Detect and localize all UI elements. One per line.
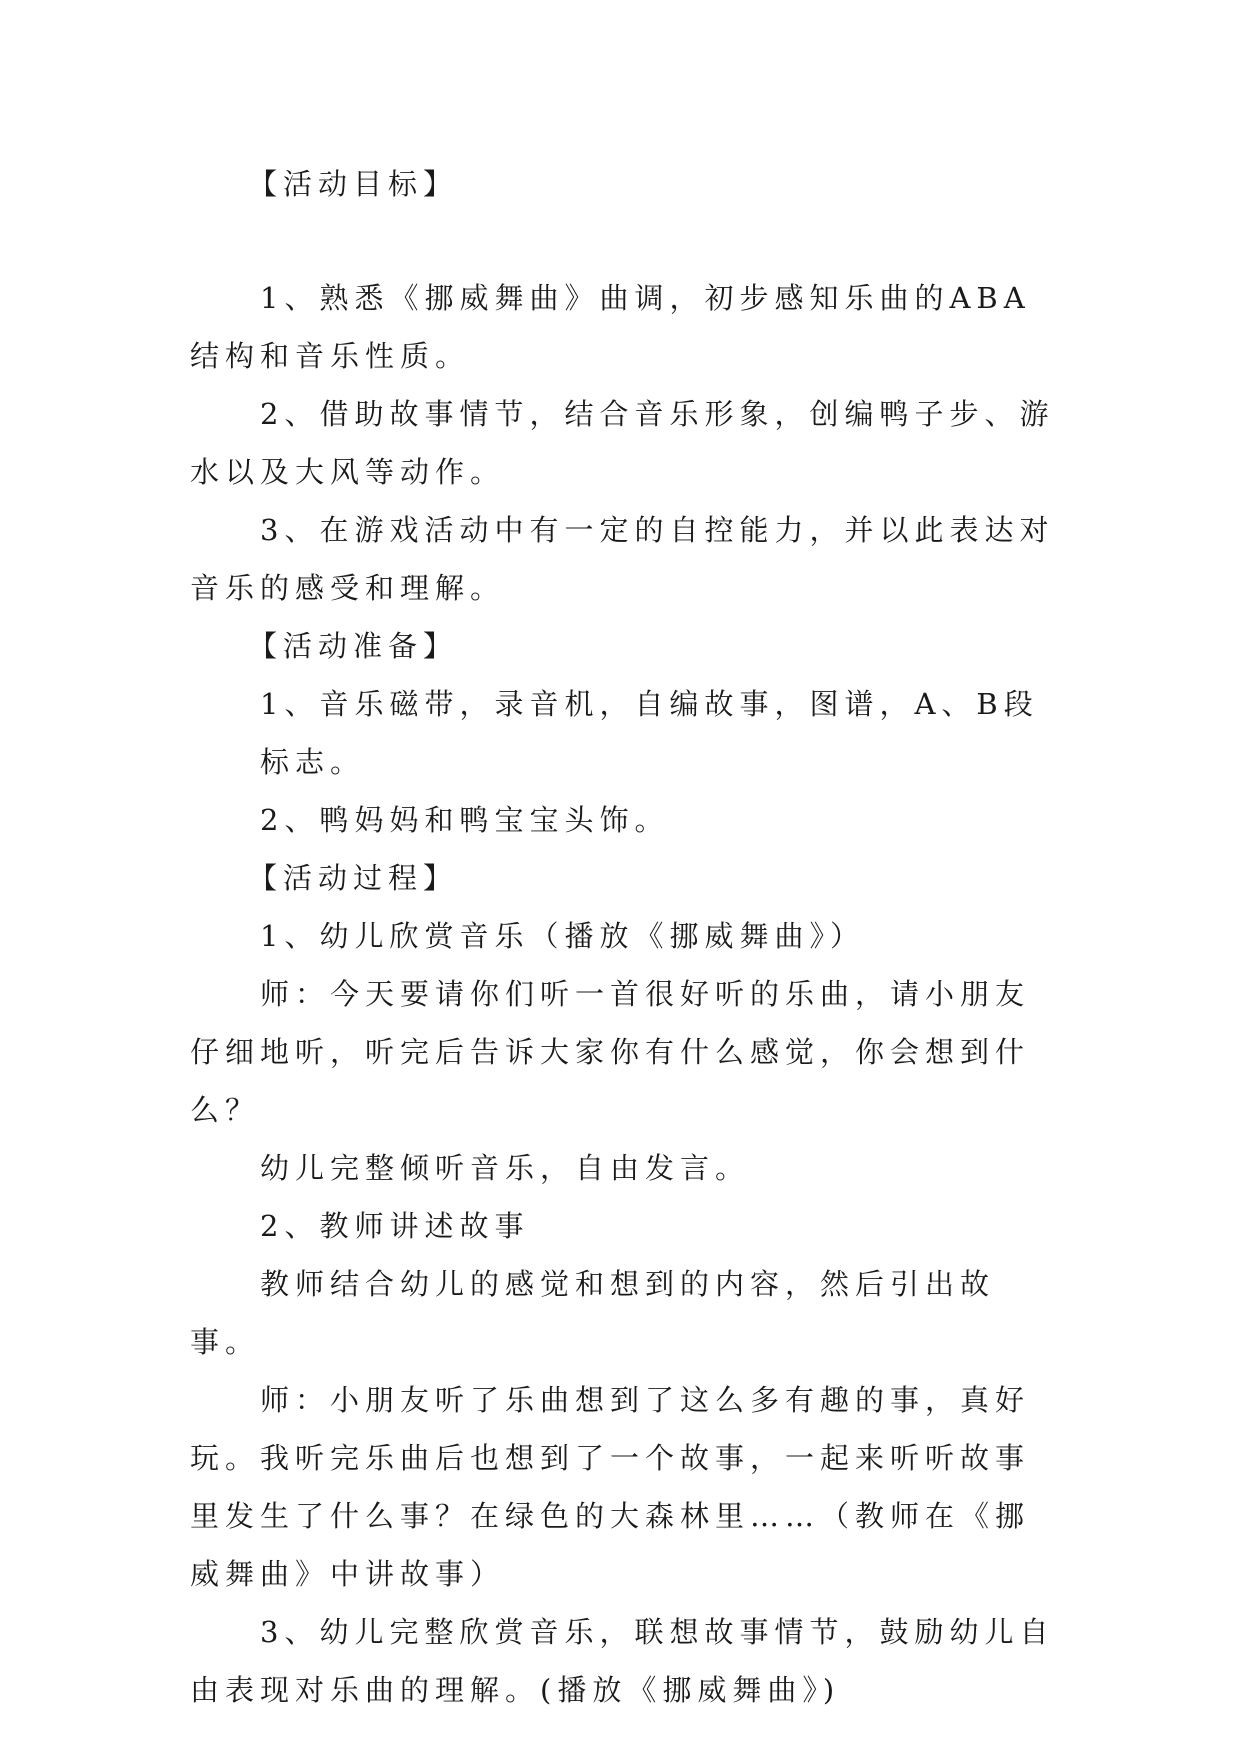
prep-item-1: 1、音乐磁带，录音机，自编故事，图谱，A、B段标志。	[260, 687, 1039, 779]
process-step-1-children: 幼儿完整倾听音乐，自由发言。	[260, 1151, 751, 1185]
process-step-3: 3、幼儿完整欣赏音乐，联想故事情节，鼓励幼儿自由表现对乐曲的理解。(播放《挪威舞曲》)	[190, 1615, 1055, 1707]
process-step-1: 1、幼儿欣赏音乐（播放《挪威舞曲》）	[260, 919, 865, 953]
heading-activity-goals: 【活动目标】	[248, 167, 459, 201]
process-step-2-teacher: 师：小朋友听了乐曲想到了这么多有趣的事，真好玩。我听完乐曲后也想到了一个故事，一起来听听故事里发生了什么事？在绿色的大森林里……（教师在《挪威舞曲》中讲故事）	[190, 1383, 1031, 1591]
heading-activity-process: 【活动过程】	[248, 861, 459, 895]
heading-activity-preparation: 【活动准备】	[248, 629, 459, 663]
goal-item-2: 2、借助故事情节，结合音乐形象，创编鸭子步、游水以及大风等动作。	[190, 397, 1055, 489]
process-step-1-teacher: 师：今天要请你们听一首很好听的乐曲，请小朋友仔细地听，听完后告诉大家你有什么感觉，你会想到什么？	[190, 977, 1031, 1127]
goal-item-3: 3、在游戏活动中有一定的自控能力，并以此表达对音乐的感受和理解。	[190, 513, 1055, 605]
process-step-2-desc: 教师结合幼儿的感觉和想到的内容，然后引出故事。	[190, 1267, 996, 1359]
process-step-2: 2、教师讲述故事	[260, 1209, 530, 1243]
prep-item-2: 2、鸭妈妈和鸭宝宝头饰。	[260, 803, 670, 837]
document-body	[190, 155, 1060, 1719]
goal-item-1: 1、熟悉《挪威舞曲》曲调，初步感知乐曲的ABA结构和音乐性质。	[190, 281, 1031, 373]
